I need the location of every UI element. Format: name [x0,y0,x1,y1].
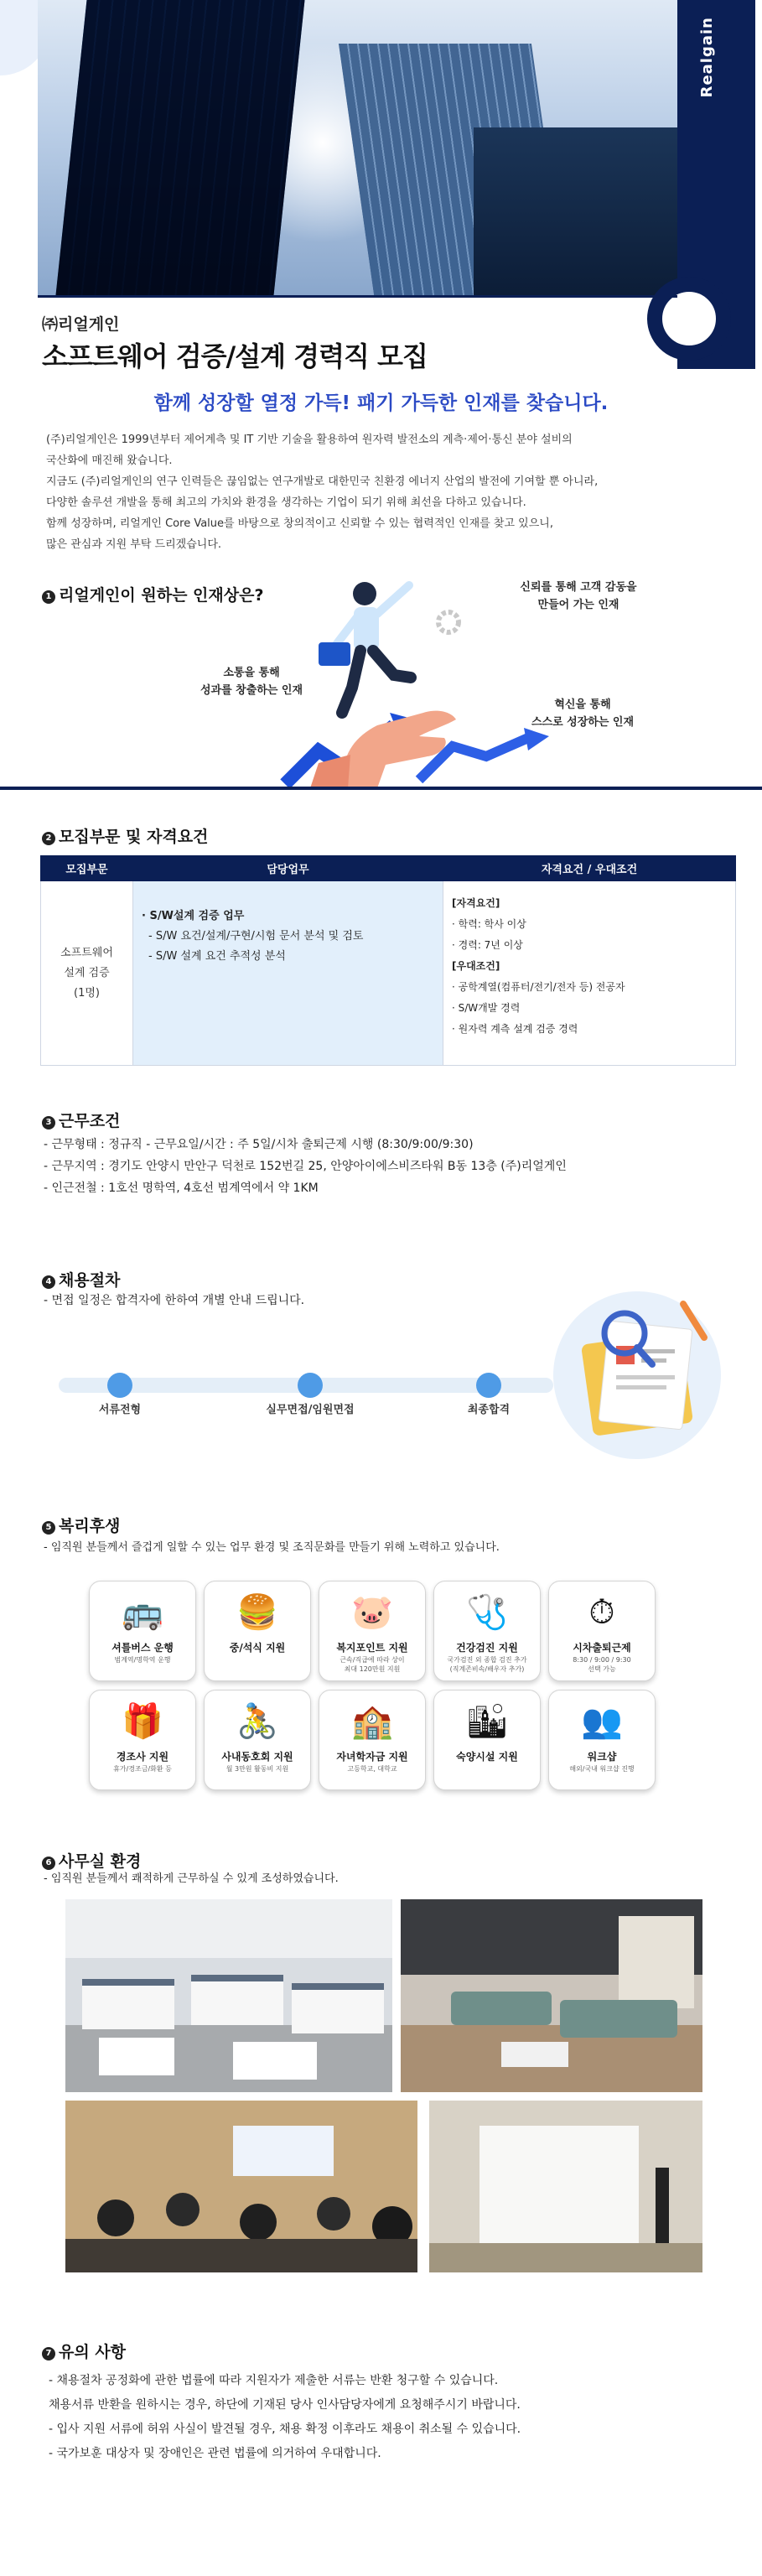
slogan: 함께 성장할 열정 가득! 패기 가득한 인재를 찾습니다. [153,392,609,414]
page-title: 소프트웨어 검증/설계 경력직 모집 [42,340,428,372]
benefit-card-shuttle: 🚌 셔틀버스 운행 범계역/명학역 운행 [89,1581,196,1681]
benefit-card-points: 🐷 복지포인트 지원 근속/직급에 따라 상이 최대 120만원 지원 [319,1581,426,1681]
benefits-heading: 5 복리후생 [42,1514,120,1536]
process-step-dot [298,1373,323,1398]
work-heading: 3 근무조건 [42,1109,120,1131]
process-step-label: 실무면접/임원면접 [266,1404,355,1416]
office-desc: - 임직원 분들께서 쾌적하게 근무하실 수 있게 조성하였습니다. [44,1872,339,1885]
bus-icon: 🚌 [122,1593,163,1632]
benefit-card-family-events: 🎁 경조사 지원 휴가/경조금/화환 등 [89,1690,196,1790]
benefit-card-resort: 🏙 숙양시설 지원 [433,1690,541,1790]
ideal-item-trust: 신뢰를 통해 고객 감동을 만들어 가는 인재 [520,581,637,611]
bicycle-icon: 🚴 [236,1702,278,1741]
hero-banner [0,0,762,372]
benefits-desc: - 임직원 분들께서 즐겁게 일할 수 있는 업무 환경 및 조직문화를 만들기 위해 노력하고 있습니다. [44,1541,500,1554]
resume-illustration [545,1287,729,1463]
work-conditions: - 근무형태 : 정규직 - 근무요일/시간 : 주 5일/시차 출퇴근제 시행 (8:30/9:00/9:30) - 근무지역 : 경기도 안양시 만안구 덕천로 152번길 25, 안양아이에스비즈타워 B동 13층 (주)리얼게인 - 인근전철 : 1호선 명학역, 4호선 범계역에서 약 1KM [44,1138,567,1195]
benefit-card-flextime: ⏱ 시차출퇴근제 8:30 / 9:00 / 9:30 선택 가능 [548,1581,656,1681]
notes-heading: 7 유의 사항 [42,2340,126,2362]
benefit-card-club: 🚴 사내동호회 지원 월 3만원 활동비 지원 [204,1690,311,1790]
ideal-item-communication: 소통을 통해 성과를 창출하는 인재 [200,667,303,697]
ideal-item-innovation: 혁신을 통해 스스로 성장하는 인재 [531,699,635,729]
benefit-card-meal: 🍔 중/석식 지원 [204,1581,311,1681]
recruit-table [40,855,736,1066]
stethoscope-icon: 🩺 [466,1593,508,1632]
recruit-heading: 2 모집부문 및 자격요건 [42,824,208,847]
company-name: ㈜리얼게인 [42,315,120,334]
table-header: 자격요건 / 우대조건 [443,856,736,881]
office-photo-seminar [65,2101,417,2272]
table-header: 담당업무 [133,856,443,881]
office-photo-lounge [401,1899,702,2092]
office-photo-workspace [65,1899,392,2092]
division-cell: 소프트웨어 설계 검증 (1명) [41,881,133,1066]
ideal-illustration [0,579,762,788]
notes-list: - 채용절차 공정화에 관한 법률에 따라 지원자가 제출한 서류는 반환 청구할 수 있습니다. 채용서류 반환을 원하시는 경우, 하단에 기재된 당사 인사담당자에게 요청해주시기 바랍니다. - 입사 지원 서류에 허위 사실이 발견될 경우, 채용 확정 이후라도 채용이 취소될 수 있습니다. - 국가보훈 대상자 및 장애인은 관련 법률에 의거하여 우대합니다. [49,2374,521,2460]
process-step-label: 최종합격 [467,1404,511,1416]
benefit-card-tuition: 🏫 자녀학자금 지원 고등학교, 대학교 [319,1690,426,1790]
school-icon: 🏫 [351,1702,393,1741]
ideal-heading: 1 리얼게인이 원하는 인재상은? [42,583,264,605]
benefit-card-health: 🩺 건강검진 지원 국가검진 외 종합 검진 추가 (직계존비속/배우자 추가) [433,1581,541,1681]
resort-icon: 🏙 [465,1702,509,1741]
brand-vertical-text: Realgain [698,17,716,98]
clock-icon: ⏱ [588,1593,615,1632]
team-icon: 👥 [581,1702,623,1741]
meal-icon: 🍔 [236,1593,278,1632]
office-heading: 6 사무실 환경 [42,1849,141,1872]
table-header: 모집부문 [41,856,133,881]
hero-building-photo [38,0,725,295]
hero-ring-decoration [647,277,731,361]
process-step-label: 서류전형 [98,1404,142,1416]
process-heading: 4 채용절차 [42,1268,120,1291]
gift-icon: 🎁 [122,1702,163,1741]
process-step-dot [476,1373,501,1398]
requirement-cell: [자격요건] · 학력: 학사 이상 · 경력: 7년 이상 [우대조건] · 공학계열(컴퓨터/전기/전자 등) 전공자 · S/W개발 경력 · 원자력 계측 설계 검증 경력 [443,881,736,1066]
office-photo-golf-room [429,2101,702,2272]
process-step-dot [107,1373,132,1398]
intro-paragraph: (주)리얼게인은 1999년부터 제어계측 및 IT 기반 기술을 활용하여 원자력 발전소의 계측·제어·통신 분야 설비의 국산화에 매진해 왔습니다. 지금도 (주)리얼게인의 연구 인력들은 끊임없는 연구개발로 대한민국 친환경 에너지 산업의 발전에 기여할 뿐 아니라, 다양한 솔루션 개발을 통해 최고의 가치와 환경을 생각하는 기업이 되기 위해 최선을 다하고 있습니다. 함께 성장하며, 리얼게인 Core Value를 바탕으로 창의적이고 신뢰할 수 있는 협력적인 인재를 찾고 있으니, 많은 관심과 지원 부탁 드리겠습니다. [46,434,599,551]
duty-cell: · S/W설계 검증 업무 - S/W 요건/설계/구현/시험 문서 분석 및 검토 - S/W 설계 요건 추적성 분석 [133,881,443,1066]
benefit-card-workshop: 👥 워크샵 해외/국내 워크샵 진행 [548,1690,656,1790]
piggy-bank-icon: 🐷 [351,1593,393,1632]
process-desc: - 면접 일정은 합격자에 한하여 개별 안내 드립니다. [44,1294,305,1307]
